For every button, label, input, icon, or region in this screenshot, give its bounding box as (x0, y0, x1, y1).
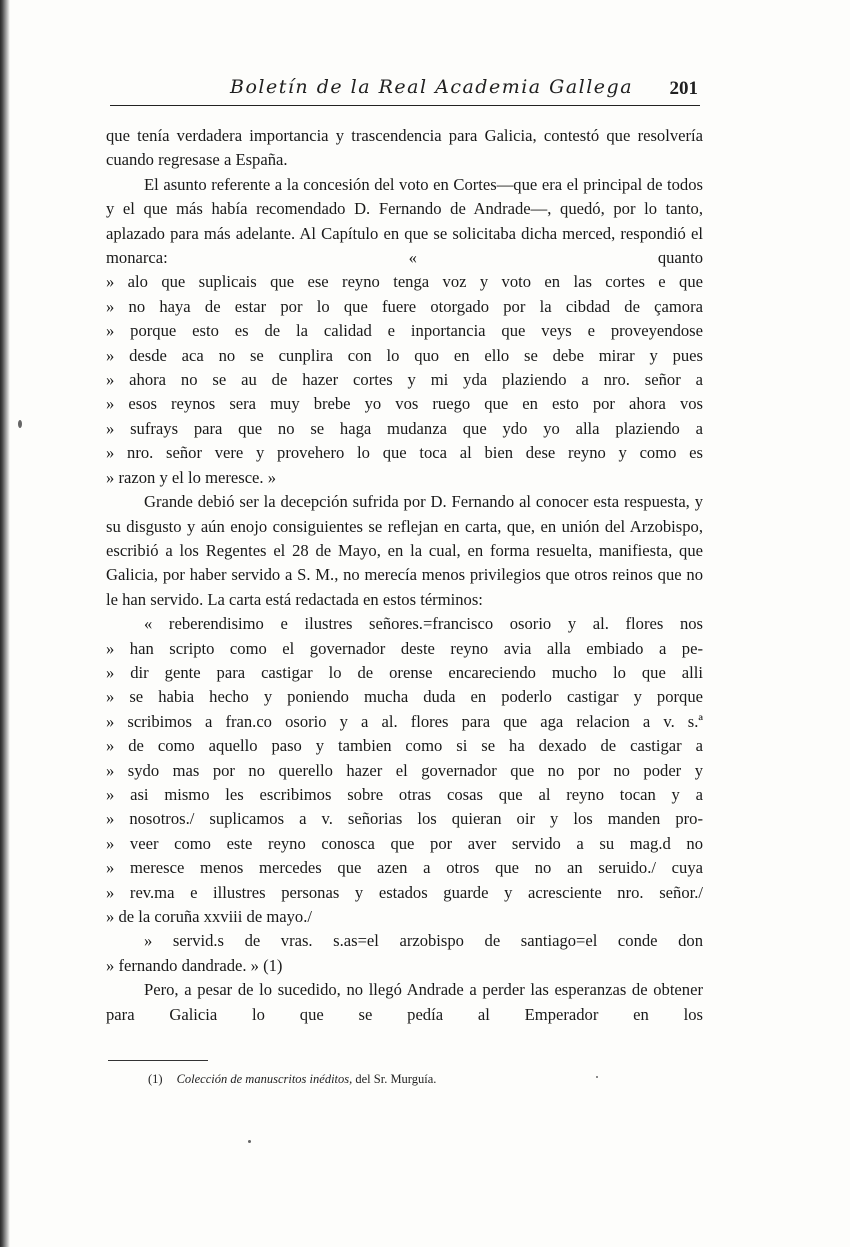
footnote-mark: (1) (148, 1072, 163, 1086)
quote-line: » de la coruña xxviii de mayo./ (106, 907, 312, 926)
quote-line: » se habia hecho y poniendo mucha duda en poderlo castigar y porque (106, 687, 703, 707)
quote-line: » nosotros./ suplicamos a v. señorias los quieran oir y los manden pro- (106, 809, 703, 829)
scan-speck (596, 1076, 598, 1078)
quote-line: » fernando dandrade. » (1) (106, 955, 283, 975)
quote-line: » scribimos a fran.co osorio y a al. flores para que aga relacion a v. s.ª (106, 711, 703, 731)
scan-speck (18, 420, 22, 428)
paragraph-2: El asunto referente a la concesión del voto en Cortes—que era el principal de todos y el que más había recomendado D. Fernando de Andrade—, quedó, por lo tanto, aplazado para más adelante. Al Capítulo en que se solicitaba dicha merced, respondió el monarca: « quanto (106, 174, 703, 268)
footnote-title: Colección de manuscritos inéditos, (176, 1072, 353, 1086)
quote-letter (106, 612, 703, 929)
header-rule (110, 105, 700, 106)
quote-line: » desde aca no se cunplira con lo quo en ello se debe mirar y pues (106, 345, 703, 365)
quote-line: » esos reynos sera muy brebe yo vos ruego que en esto por ahora vos (106, 394, 703, 414)
scan-speck (248, 1140, 251, 1143)
quote-line: » asi mismo les escribimos sobre otras cosas que al reyno tocan y a (106, 784, 703, 804)
running-title: Boletín de la Real Academia Gallega (230, 76, 634, 98)
quote-line: » han scripto como el governador deste reyno avia alla embiado a pe- (106, 638, 703, 658)
quote-line: » servid.s de vras. s.as=el arzobispo de santiago=el conde don (144, 931, 703, 951)
paragraph-1: que tenía verdadera importancia y trascendencia para Galicia, contestó que resolvería cuando regresase a España. (106, 126, 703, 170)
quote-line: « reberendisimo e ilustres señores.=francisco osorio y al. flores nos (144, 614, 703, 634)
body-text (106, 124, 703, 1027)
quote-royal-reply (106, 270, 703, 490)
footnote (148, 1072, 436, 1087)
page-number: 201 (669, 78, 698, 99)
quote-line: » ahora no se au de hazer cortes y mi yda plaziendo a nro. señor a (106, 370, 703, 390)
paragraph-3: Grande debió ser la decepción sufrida por D. Fernando al conocer esta respuesta, y su disgusto y aún enojo consiguientes se reflejan en carta, que, en unión del Arzobispo, escribió a los Regentes el 28 de Mayo, en la cual, en forma resuelta, manifiesta, que Galicia, por haber servido a S. M., no merecía menos privilegios que otros reinos que no le han servido. La carta está redactada en estos términos: (106, 492, 703, 609)
running-head (110, 74, 700, 104)
quote-line: » dir gente para castigar lo de orense encareciendo mucho lo que alli (106, 662, 703, 682)
binding-edge (0, 0, 10, 1247)
quote-line: » veer como este reyno conosca que por aver servido a su mag.d no (106, 833, 703, 853)
quote-line: » sydo mas por no querello hazer el governador que no por no poder y (106, 760, 703, 780)
quote-signature (106, 929, 703, 978)
quote-line: » no haya de estar por lo que fuere otorgado por la cibdad de çamora (106, 296, 703, 316)
quote-line: » alo que suplicais que ese reyno tenga voz y voto en las cortes e que (106, 272, 703, 292)
quote-line: » nro. señor vere y provehero lo que toca al bien dese reyno y como es (106, 443, 703, 463)
quote-line: » de como aquello paso y tambien como si se ha dexado de castigar a (106, 736, 703, 756)
paragraph-4: Pero, a pesar de lo sucedido, no llegó Andrade a perder las esperanzas de obtener para Galicia lo que se pedía al Emperador en los (106, 980, 703, 1024)
quote-line: » sufrays para que no se haga mudanza que ydo yo alla plaziendo a (106, 418, 703, 438)
quote-line: » rev.ma e illustres personas y estados guarde y acresciente nro. señor./ (106, 882, 703, 902)
quote-line: » porque esto es de la calidad e inportancia que veys e proveyendose (106, 321, 703, 341)
quote-line: » razon y el lo meresce. » (106, 467, 277, 487)
quote-line: » meresce menos mercedes que azen a otros que no an seruido./ cuya (106, 858, 703, 878)
footnote-rest: del Sr. Murguía. (352, 1072, 437, 1086)
footnote-rule (108, 1060, 208, 1061)
